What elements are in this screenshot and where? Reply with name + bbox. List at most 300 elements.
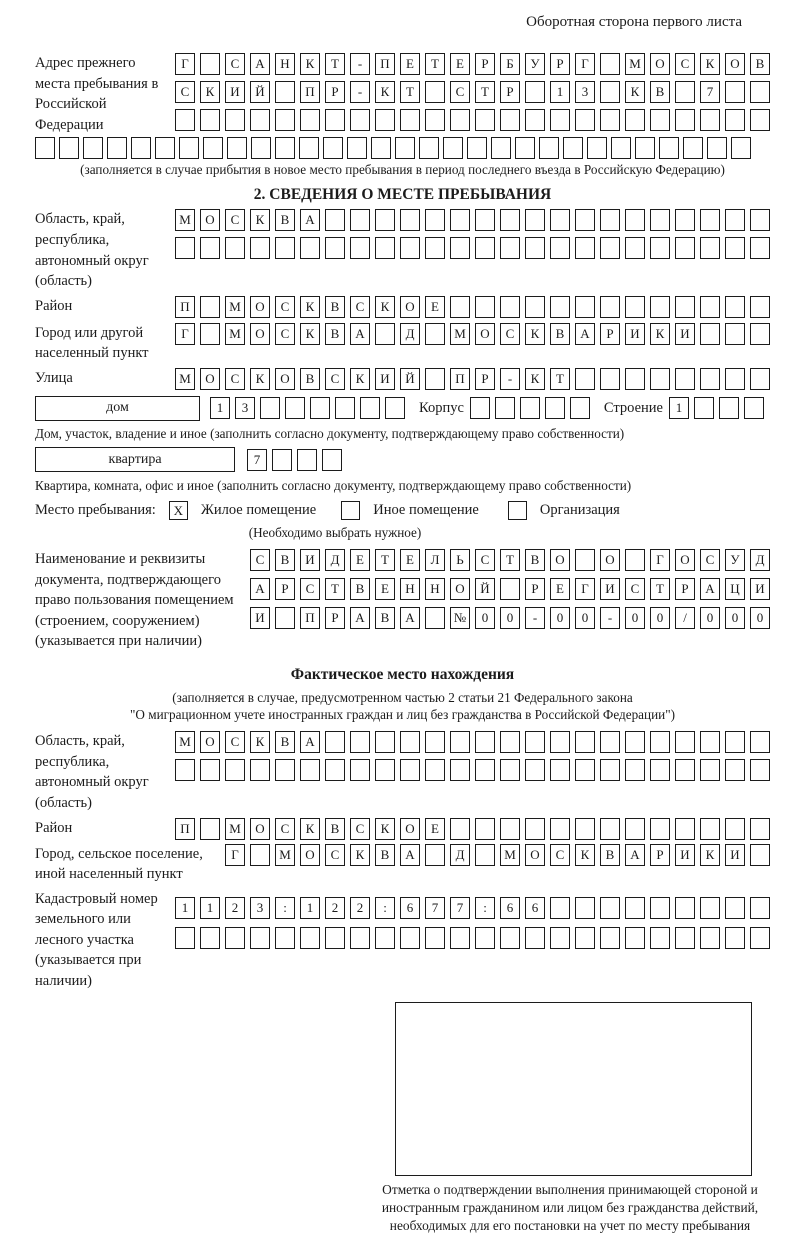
char-cell[interactable]: И	[375, 368, 395, 390]
char-cell[interactable]: О	[250, 296, 270, 318]
char-cell[interactable]	[275, 927, 295, 949]
char-cell[interactable]	[200, 109, 220, 131]
char-cell[interactable]: О	[275, 368, 295, 390]
char-cell[interactable]	[425, 607, 445, 629]
organization-checkbox[interactable]	[508, 501, 527, 520]
char-cell[interactable]	[475, 109, 495, 131]
char-cell[interactable]: С	[450, 81, 470, 103]
char-cell[interactable]: 0	[750, 607, 770, 629]
char-cell[interactable]: С	[550, 844, 570, 866]
char-cell[interactable]: Ц	[725, 578, 745, 600]
char-cell[interactable]: 3	[250, 897, 270, 919]
char-cell[interactable]	[550, 209, 570, 231]
char-cell[interactable]	[425, 109, 445, 131]
char-cell[interactable]: Е	[450, 53, 470, 75]
char-cell[interactable]	[347, 137, 367, 159]
char-cell[interactable]	[650, 209, 670, 231]
char-cell[interactable]	[675, 81, 695, 103]
char-cell[interactable]: М	[175, 368, 195, 390]
char-cell[interactable]	[650, 897, 670, 919]
char-cell[interactable]	[725, 927, 745, 949]
char-cell[interactable]	[203, 137, 223, 159]
char-cell[interactable]	[600, 296, 620, 318]
char-cell[interactable]	[299, 137, 319, 159]
char-cell[interactable]	[200, 53, 220, 75]
char-cell[interactable]	[500, 818, 520, 840]
char-cell[interactable]	[675, 368, 695, 390]
char-cell[interactable]	[275, 109, 295, 131]
char-cell[interactable]	[325, 209, 345, 231]
char-cell[interactable]	[375, 237, 395, 259]
char-cell[interactable]: М	[625, 53, 645, 75]
char-cell[interactable]: 6	[500, 897, 520, 919]
char-cell[interactable]: В	[375, 607, 395, 629]
char-cell[interactable]	[500, 759, 520, 781]
char-cell[interactable]: П	[450, 368, 470, 390]
char-cell[interactable]	[275, 81, 295, 103]
char-cell[interactable]	[750, 844, 770, 866]
char-cell[interactable]: С	[225, 209, 245, 231]
char-cell[interactable]: М	[225, 296, 245, 318]
char-cell[interactable]: В	[275, 209, 295, 231]
char-cell[interactable]	[325, 759, 345, 781]
char-cell[interactable]: Г	[225, 844, 245, 866]
char-cell[interactable]	[419, 137, 439, 159]
char-cell[interactable]	[475, 296, 495, 318]
char-cell[interactable]: А	[625, 844, 645, 866]
char-cell[interactable]	[425, 323, 445, 345]
char-cell[interactable]	[350, 927, 370, 949]
char-cell[interactable]	[725, 818, 745, 840]
char-cell[interactable]: С	[225, 731, 245, 753]
char-cell[interactable]	[731, 137, 751, 159]
char-cell[interactable]: Л	[425, 549, 445, 571]
char-cell[interactable]: -	[500, 368, 520, 390]
char-cell[interactable]	[587, 137, 607, 159]
char-cell[interactable]: А	[575, 323, 595, 345]
char-cell[interactable]	[525, 759, 545, 781]
char-cell[interactable]: М	[175, 731, 195, 753]
char-cell[interactable]: О	[725, 53, 745, 75]
char-cell[interactable]: Р	[325, 607, 345, 629]
char-cell[interactable]	[725, 296, 745, 318]
char-cell[interactable]	[525, 927, 545, 949]
char-cell[interactable]: 1	[550, 81, 570, 103]
char-cell[interactable]	[725, 323, 745, 345]
char-cell[interactable]	[600, 368, 620, 390]
char-cell[interactable]: 0	[650, 607, 670, 629]
char-cell[interactable]	[550, 818, 570, 840]
char-cell[interactable]: 1	[200, 897, 220, 919]
char-cell[interactable]	[400, 209, 420, 231]
residential-checkbox[interactable]: X	[169, 501, 188, 520]
char-cell[interactable]: 0	[700, 607, 720, 629]
char-cell[interactable]	[725, 897, 745, 919]
char-cell[interactable]	[500, 731, 520, 753]
char-cell[interactable]	[227, 137, 247, 159]
char-cell[interactable]	[744, 397, 764, 419]
char-cell[interactable]: А	[250, 53, 270, 75]
char-cell[interactable]	[600, 209, 620, 231]
char-cell[interactable]: С	[475, 549, 495, 571]
char-cell[interactable]: О	[250, 818, 270, 840]
char-cell[interactable]: Т	[650, 578, 670, 600]
char-cell[interactable]	[707, 137, 727, 159]
char-cell[interactable]	[600, 897, 620, 919]
char-cell[interactable]: А	[700, 578, 720, 600]
char-cell[interactable]: И	[675, 323, 695, 345]
char-cell[interactable]	[275, 137, 295, 159]
char-cell[interactable]	[625, 109, 645, 131]
char-cell[interactable]: Б	[500, 53, 520, 75]
char-cell[interactable]	[200, 323, 220, 345]
char-cell[interactable]	[625, 296, 645, 318]
char-cell[interactable]	[750, 237, 770, 259]
char-cell[interactable]	[425, 927, 445, 949]
char-cell[interactable]	[250, 237, 270, 259]
char-cell[interactable]	[650, 237, 670, 259]
char-cell[interactable]: С	[300, 578, 320, 600]
char-cell[interactable]	[525, 237, 545, 259]
char-cell[interactable]: Н	[400, 578, 420, 600]
char-cell[interactable]	[575, 897, 595, 919]
char-cell[interactable]: У	[525, 53, 545, 75]
char-cell[interactable]	[250, 759, 270, 781]
char-cell[interactable]: А	[350, 607, 370, 629]
char-cell[interactable]: 0	[475, 607, 495, 629]
char-cell[interactable]	[175, 109, 195, 131]
char-cell[interactable]	[475, 209, 495, 231]
char-cell[interactable]	[675, 209, 695, 231]
char-cell[interactable]	[350, 209, 370, 231]
char-cell[interactable]: 3	[575, 81, 595, 103]
char-cell[interactable]	[225, 927, 245, 949]
char-cell[interactable]	[500, 209, 520, 231]
char-cell[interactable]	[175, 237, 195, 259]
char-cell[interactable]	[650, 818, 670, 840]
char-cell[interactable]: С	[700, 549, 720, 571]
char-cell[interactable]	[750, 109, 770, 131]
char-cell[interactable]	[500, 578, 520, 600]
char-cell[interactable]: К	[700, 844, 720, 866]
char-cell[interactable]	[650, 368, 670, 390]
char-cell[interactable]: В	[600, 844, 620, 866]
char-cell[interactable]	[550, 296, 570, 318]
char-cell[interactable]: К	[200, 81, 220, 103]
char-cell[interactable]	[450, 209, 470, 231]
char-cell[interactable]	[371, 137, 391, 159]
char-cell[interactable]	[675, 818, 695, 840]
char-cell[interactable]: -	[350, 81, 370, 103]
char-cell[interactable]	[700, 759, 720, 781]
char-cell[interactable]: 6	[400, 897, 420, 919]
char-cell[interactable]	[179, 137, 199, 159]
char-cell[interactable]: П	[375, 53, 395, 75]
char-cell[interactable]: 2	[350, 897, 370, 919]
char-cell[interactable]	[325, 109, 345, 131]
char-cell[interactable]: И	[600, 578, 620, 600]
char-cell[interactable]	[425, 81, 445, 103]
char-cell[interactable]: О	[675, 549, 695, 571]
char-cell[interactable]: О	[250, 323, 270, 345]
char-cell[interactable]: П	[175, 296, 195, 318]
char-cell[interactable]: №	[450, 607, 470, 629]
char-cell[interactable]: :	[375, 897, 395, 919]
char-cell[interactable]	[550, 731, 570, 753]
char-cell[interactable]: Е	[350, 549, 370, 571]
char-cell[interactable]	[225, 109, 245, 131]
char-cell[interactable]	[539, 137, 559, 159]
char-cell[interactable]	[575, 759, 595, 781]
char-cell[interactable]	[500, 927, 520, 949]
char-cell[interactable]: К	[575, 844, 595, 866]
char-cell[interactable]	[395, 137, 415, 159]
char-cell[interactable]	[550, 759, 570, 781]
char-cell[interactable]: П	[300, 607, 320, 629]
char-cell[interactable]: -	[525, 607, 545, 629]
char-cell[interactable]	[700, 109, 720, 131]
char-cell[interactable]	[575, 296, 595, 318]
char-cell[interactable]	[725, 368, 745, 390]
char-cell[interactable]	[475, 818, 495, 840]
char-cell[interactable]	[600, 818, 620, 840]
char-cell[interactable]	[175, 759, 195, 781]
char-cell[interactable]: М	[500, 844, 520, 866]
char-cell[interactable]	[59, 137, 79, 159]
char-cell[interactable]	[200, 927, 220, 949]
char-cell[interactable]: К	[525, 323, 545, 345]
char-cell[interactable]	[750, 209, 770, 231]
char-cell[interactable]: В	[525, 549, 545, 571]
char-cell[interactable]: В	[325, 296, 345, 318]
char-cell[interactable]	[625, 897, 645, 919]
char-cell[interactable]: Д	[400, 323, 420, 345]
char-cell[interactable]: Р	[525, 578, 545, 600]
char-cell[interactable]: С	[500, 323, 520, 345]
char-cell[interactable]: В	[325, 818, 345, 840]
char-cell[interactable]	[675, 109, 695, 131]
char-cell[interactable]: М	[275, 844, 295, 866]
char-cell[interactable]	[443, 137, 463, 159]
char-cell[interactable]	[700, 731, 720, 753]
char-cell[interactable]	[575, 549, 595, 571]
char-cell[interactable]: О	[400, 296, 420, 318]
char-cell[interactable]	[475, 731, 495, 753]
char-cell[interactable]	[575, 109, 595, 131]
char-cell[interactable]	[650, 731, 670, 753]
char-cell[interactable]	[350, 731, 370, 753]
char-cell[interactable]: В	[300, 368, 320, 390]
char-cell[interactable]: 1	[669, 397, 689, 419]
char-cell[interactable]	[659, 137, 679, 159]
char-cell[interactable]: К	[525, 368, 545, 390]
char-cell[interactable]: О	[600, 549, 620, 571]
char-cell[interactable]: К	[250, 731, 270, 753]
char-cell[interactable]: И	[625, 323, 645, 345]
char-cell[interactable]: К	[375, 818, 395, 840]
char-cell[interactable]	[425, 368, 445, 390]
char-cell[interactable]	[600, 759, 620, 781]
char-cell[interactable]	[675, 759, 695, 781]
char-cell[interactable]	[650, 109, 670, 131]
char-cell[interactable]	[200, 237, 220, 259]
char-cell[interactable]: Т	[425, 53, 445, 75]
char-cell[interactable]	[675, 897, 695, 919]
char-cell[interactable]	[550, 927, 570, 949]
char-cell[interactable]: 1	[175, 897, 195, 919]
char-cell[interactable]	[322, 449, 342, 471]
char-cell[interactable]	[725, 109, 745, 131]
char-cell[interactable]	[350, 237, 370, 259]
char-cell[interactable]: 7	[700, 81, 720, 103]
char-cell[interactable]	[525, 209, 545, 231]
char-cell[interactable]: Е	[550, 578, 570, 600]
char-cell[interactable]: О	[300, 844, 320, 866]
char-cell[interactable]: К	[300, 818, 320, 840]
dom-box[interactable]: дом	[35, 396, 200, 421]
char-cell[interactable]: С	[350, 818, 370, 840]
char-cell[interactable]: К	[700, 53, 720, 75]
char-cell[interactable]: О	[550, 549, 570, 571]
char-cell[interactable]: М	[175, 209, 195, 231]
char-cell[interactable]	[400, 927, 420, 949]
char-cell[interactable]	[575, 927, 595, 949]
char-cell[interactable]	[700, 296, 720, 318]
char-cell[interactable]: 7	[247, 449, 267, 471]
char-cell[interactable]	[600, 731, 620, 753]
char-cell[interactable]	[491, 137, 511, 159]
char-cell[interactable]: 1	[300, 897, 320, 919]
char-cell[interactable]	[272, 449, 292, 471]
char-cell[interactable]	[300, 759, 320, 781]
char-cell[interactable]	[450, 109, 470, 131]
char-cell[interactable]: Д	[325, 549, 345, 571]
char-cell[interactable]: Р	[550, 53, 570, 75]
char-cell[interactable]	[750, 81, 770, 103]
char-cell[interactable]: К	[625, 81, 645, 103]
char-cell[interactable]: К	[300, 53, 320, 75]
char-cell[interactable]: 0	[725, 607, 745, 629]
char-cell[interactable]: -	[350, 53, 370, 75]
char-cell[interactable]: М	[225, 818, 245, 840]
char-cell[interactable]	[725, 731, 745, 753]
char-cell[interactable]: Т	[375, 549, 395, 571]
char-cell[interactable]	[570, 397, 590, 419]
char-cell[interactable]	[200, 296, 220, 318]
char-cell[interactable]	[425, 844, 445, 866]
char-cell[interactable]	[575, 731, 595, 753]
char-cell[interactable]: К	[350, 368, 370, 390]
char-cell[interactable]: Г	[575, 53, 595, 75]
char-cell[interactable]: С	[275, 323, 295, 345]
char-cell[interactable]: 7	[450, 897, 470, 919]
char-cell[interactable]: О	[475, 323, 495, 345]
char-cell[interactable]	[425, 237, 445, 259]
char-cell[interactable]: М	[450, 323, 470, 345]
char-cell[interactable]	[675, 237, 695, 259]
char-cell[interactable]	[700, 897, 720, 919]
char-cell[interactable]	[275, 607, 295, 629]
char-cell[interactable]: 0	[575, 607, 595, 629]
char-cell[interactable]: В	[275, 731, 295, 753]
char-cell[interactable]	[650, 759, 670, 781]
char-cell[interactable]: К	[350, 844, 370, 866]
char-cell[interactable]: А	[400, 607, 420, 629]
char-cell[interactable]: В	[550, 323, 570, 345]
char-cell[interactable]: О	[200, 731, 220, 753]
char-cell[interactable]: Г	[175, 53, 195, 75]
char-cell[interactable]: С	[350, 296, 370, 318]
char-cell[interactable]	[575, 368, 595, 390]
char-cell[interactable]	[675, 731, 695, 753]
char-cell[interactable]	[725, 81, 745, 103]
char-cell[interactable]	[563, 137, 583, 159]
char-cell[interactable]	[725, 759, 745, 781]
char-cell[interactable]: С	[325, 368, 345, 390]
char-cell[interactable]	[750, 818, 770, 840]
char-cell[interactable]	[225, 759, 245, 781]
char-cell[interactable]: 0	[550, 607, 570, 629]
char-cell[interactable]	[625, 549, 645, 571]
char-cell[interactable]	[700, 927, 720, 949]
char-cell[interactable]: С	[225, 53, 245, 75]
char-cell[interactable]	[500, 296, 520, 318]
char-cell[interactable]: Р	[475, 53, 495, 75]
char-cell[interactable]	[600, 81, 620, 103]
char-cell[interactable]	[625, 818, 645, 840]
char-cell[interactable]	[131, 137, 151, 159]
char-cell[interactable]	[750, 368, 770, 390]
char-cell[interactable]: Г	[650, 549, 670, 571]
char-cell[interactable]	[375, 209, 395, 231]
char-cell[interactable]	[400, 759, 420, 781]
char-cell[interactable]	[297, 449, 317, 471]
char-cell[interactable]	[450, 731, 470, 753]
char-cell[interactable]	[525, 818, 545, 840]
char-cell[interactable]: Р	[325, 81, 345, 103]
char-cell[interactable]	[450, 818, 470, 840]
char-cell[interactable]	[475, 844, 495, 866]
char-cell[interactable]	[425, 731, 445, 753]
char-cell[interactable]	[750, 927, 770, 949]
char-cell[interactable]	[545, 397, 565, 419]
char-cell[interactable]: У	[725, 549, 745, 571]
char-cell[interactable]: В	[350, 578, 370, 600]
char-cell[interactable]	[625, 237, 645, 259]
char-cell[interactable]	[550, 237, 570, 259]
char-cell[interactable]: С	[275, 818, 295, 840]
char-cell[interactable]	[625, 209, 645, 231]
char-cell[interactable]: С	[625, 578, 645, 600]
char-cell[interactable]	[700, 323, 720, 345]
char-cell[interactable]: И	[675, 844, 695, 866]
char-cell[interactable]: Р	[475, 368, 495, 390]
char-cell[interactable]: И	[225, 81, 245, 103]
char-cell[interactable]	[750, 731, 770, 753]
char-cell[interactable]	[475, 759, 495, 781]
char-cell[interactable]	[700, 368, 720, 390]
char-cell[interactable]: Р	[500, 81, 520, 103]
char-cell[interactable]: К	[300, 323, 320, 345]
char-cell[interactable]	[375, 323, 395, 345]
char-cell[interactable]: О	[650, 53, 670, 75]
char-cell[interactable]: А	[300, 731, 320, 753]
char-cell[interactable]	[107, 137, 127, 159]
char-cell[interactable]	[550, 897, 570, 919]
char-cell[interactable]: К	[650, 323, 670, 345]
char-cell[interactable]: Р	[675, 578, 695, 600]
char-cell[interactable]	[750, 759, 770, 781]
